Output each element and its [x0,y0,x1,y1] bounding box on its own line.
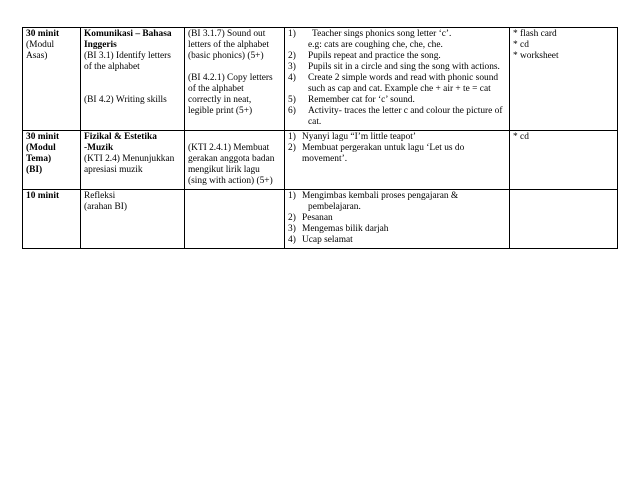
subject-line: of the alphabet [84,62,140,72]
standards-cell [185,28,285,131]
activity-text: Create 2 simple words and read with phonic sound [308,73,499,83]
list-item: * flash card [513,29,557,39]
list-item [288,235,506,246]
activity-text: e.g: cats are coughing che, che, che. [308,40,443,50]
activity-number: 3) [288,224,296,234]
table-row [23,131,618,190]
activities-cell [285,131,510,190]
time-line: Asas) [26,51,48,61]
standard-line: (KTI 2.4.1) Membuat [188,143,270,153]
activity-text: Membuat pergerakan untuk lagu ‘Let us do [302,143,465,153]
list-item [288,29,506,51]
activity-text: pembelajaran. [308,202,361,212]
subject-title-line: Inggeris [84,40,117,50]
time-line: 30 minit [26,132,60,142]
standard-line: (BI 3.1.7) Sound out [188,29,266,39]
activity-number: 6) [288,106,296,116]
subject-cell [81,28,185,131]
list-item [288,191,506,213]
activity-number: 1) [288,29,296,39]
lesson-plan-table [22,27,618,249]
activity-text: Remember cat for ‘c’ sound. [308,95,415,105]
subject-cell [81,190,185,249]
activity-text: Activity- traces the letter c and colour the picture of [308,106,503,116]
standard-line: letters of the alphabet [188,40,269,50]
time-line: 10 minit [26,191,60,201]
activity-text: such as cap and cat. Example che + air + te = cat [308,84,491,94]
activity-number: 2) [288,213,296,223]
list-item: * cd [513,40,529,50]
activity-text: Pupils sit in a circle and sing the song with actions. [308,62,500,72]
list-item: * worksheet [513,51,559,61]
standard-line: gerakan anggota badan [188,154,275,164]
subject-line: (BI 4.2) Writing skills [84,95,167,105]
standards-cell [185,190,285,249]
list-item [288,73,506,95]
activity-text: Mengimbas kembali proses pengajaran & [302,191,459,201]
activity-number: 1) [288,132,296,142]
activity-text: Ucap selamat [302,235,353,245]
standard-line: legible print (5+) [188,106,253,116]
list-item [288,106,506,128]
subject-title-line: Fizikal & Estetika [84,132,157,142]
resource-list [513,29,614,62]
activity-list [288,132,506,165]
activities-cell [285,190,510,249]
activity-number: 2) [288,51,296,61]
activities-cell [285,28,510,131]
activity-text: cat. [308,117,322,127]
activity-text: Pesanan [302,213,333,223]
subject-title-line: -Muzik [84,143,114,153]
time-line: (BI) [26,165,43,175]
activity-list [288,191,506,246]
activity-number: 2) [288,143,296,153]
activity-list [288,29,506,128]
standard-line: (sing with action) (5+) [188,176,273,186]
list-item [288,132,506,143]
activity-text: Pupils repeat and practice the song. [308,51,441,61]
list-item [288,62,506,73]
table-row [23,28,618,131]
list-item [288,213,506,224]
subject-cell [81,131,185,190]
time-cell [23,190,81,249]
list-item [288,95,506,106]
list-item: * cd [513,132,529,142]
time-line: 30 minit [26,29,60,39]
time-line: Tema) [26,154,52,164]
activity-text: Nyanyi lagu “I’m little teapot’ [302,132,417,142]
activity-text: Teacher sings phonics song letter ‘c’. [312,29,452,39]
standard-line: mengikut lirik lagu [188,165,260,175]
resources-cell [510,131,618,190]
resource-list [513,132,614,143]
activity-number: 4) [288,73,296,83]
subject-line: (BI 3.1) Identify letters [84,51,171,61]
standard-line: correctly in neat, [188,95,252,105]
list-item [288,51,506,62]
activity-number: 3) [288,62,296,72]
standard-line: (BI 4.2.1) Copy letters [188,73,273,83]
resources-cell [510,28,618,131]
standard-line: (basic phonics) (5+) [188,51,264,61]
subject-line: (arahan BI) [84,202,127,212]
activity-number: 1) [288,191,296,201]
table-row [23,190,618,249]
list-item [288,143,506,165]
list-item [288,224,506,235]
standards-cell [185,131,285,190]
subject-line: apresiasi muzik [84,165,143,175]
activity-text: Mengemas bilik darjah [302,224,389,234]
activity-number: 5) [288,95,296,105]
time-line: (Modul [26,40,55,50]
subject-line: Refleksi [84,191,116,201]
time-line: (Modul [26,143,56,153]
standard-line: of the alphabet [188,84,244,94]
time-cell [23,28,81,131]
activity-number: 4) [288,235,296,245]
subject-line: (KTI 2.4) Menunjukkan [84,154,175,164]
time-cell [23,131,81,190]
subject-title-line: Komunikasi – Bahasa [84,29,172,39]
activity-text: movement’. [302,154,348,164]
resources-cell [510,190,618,249]
